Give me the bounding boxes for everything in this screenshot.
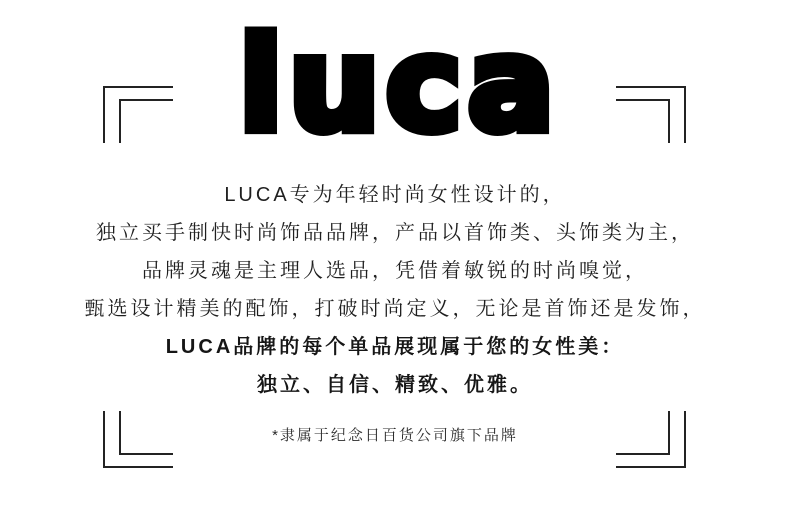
intro-line-4: 甄选设计精美的配饰，打破时尚定义，无论是首饰还是发饰， bbox=[84, 298, 706, 320]
intro-line-5: LUCA品牌的每个单品展现属于您的女性美： bbox=[165, 336, 625, 358]
intro-line-3: 品牌灵魂是主理人选品，凭借着敏锐的时尚嗅觉， bbox=[142, 260, 648, 282]
corner-bracket-top-right-inner bbox=[616, 99, 670, 143]
brand-intro-text bbox=[0, 176, 790, 404]
corner-bracket-top-left-inner bbox=[119, 99, 173, 143]
footnote: *隶属于纪念日百货公司旗下品牌 bbox=[272, 427, 518, 444]
brand-logo: luca bbox=[238, 11, 561, 160]
intro-line-1: LUCA专为年轻时尚女性设计的， bbox=[224, 184, 566, 206]
intro-line-6: 独立、自信、精致、优雅。 bbox=[257, 374, 533, 396]
intro-line-2: 独立买手制快时尚饰品品牌，产品以首饰类、头饰类为主， bbox=[96, 222, 694, 244]
